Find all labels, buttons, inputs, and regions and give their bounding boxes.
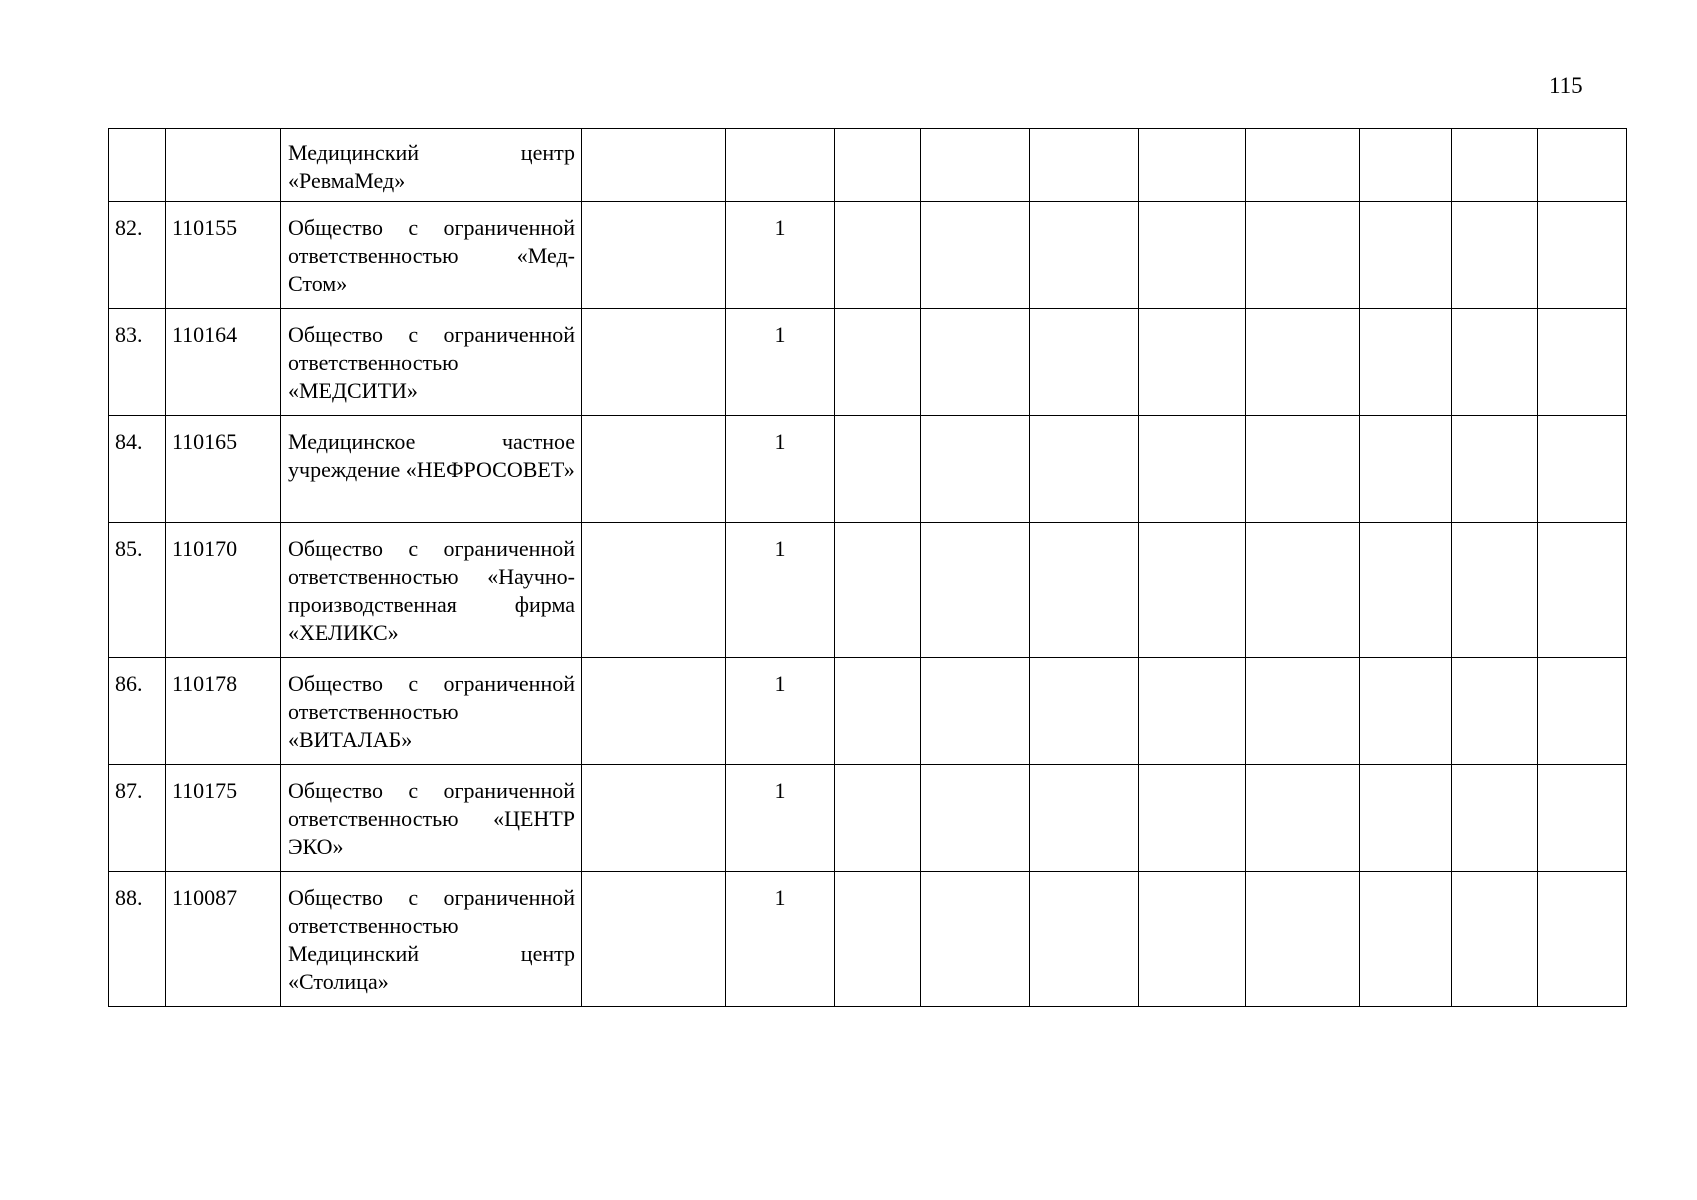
organization-name-cell: Общество с ограниченной ответственностью Медицинский центр «Столица»	[281, 872, 582, 1007]
empty-cell	[1246, 129, 1360, 202]
empty-cell	[1452, 658, 1538, 765]
row-number-cell	[109, 129, 166, 202]
empty-cell	[1452, 765, 1538, 872]
empty-cell	[1360, 765, 1452, 872]
empty-cell	[582, 202, 726, 309]
empty-cell	[835, 129, 921, 202]
empty-cell	[1030, 416, 1139, 523]
empty-cell	[921, 872, 1030, 1007]
table-row	[109, 202, 1627, 309]
empty-cell	[1360, 658, 1452, 765]
row-number-cell: 85.	[109, 523, 166, 658]
empty-cell	[1139, 202, 1246, 309]
row-number-cell: 84.	[109, 416, 166, 523]
empty-cell	[1139, 523, 1246, 658]
count-cell: 1	[726, 523, 835, 658]
row-number-cell: 88.	[109, 872, 166, 1007]
empty-cell	[1246, 416, 1360, 523]
organization-name-cell: Общество с ограниченной ответственностью «ЦЕНТР ЭКО»	[281, 765, 582, 872]
empty-cell	[1030, 202, 1139, 309]
row-number-cell: 83.	[109, 309, 166, 416]
empty-cell	[582, 309, 726, 416]
empty-cell	[1538, 202, 1627, 309]
row-number-cell: 82.	[109, 202, 166, 309]
empty-cell	[921, 765, 1030, 872]
organizations-table	[108, 128, 1627, 1007]
organization-name-cell: Общество с ограниченной ответственностью «МЕДСИТИ»	[281, 309, 582, 416]
empty-cell	[1538, 416, 1627, 523]
empty-cell	[835, 872, 921, 1007]
code-cell: 110155	[166, 202, 281, 309]
table-row	[109, 129, 1627, 202]
empty-cell	[1360, 129, 1452, 202]
empty-cell	[1139, 872, 1246, 1007]
empty-cell	[921, 523, 1030, 658]
empty-cell	[1538, 309, 1627, 416]
empty-cell	[1139, 129, 1246, 202]
empty-cell	[1246, 765, 1360, 872]
empty-cell	[1360, 202, 1452, 309]
empty-cell	[582, 872, 726, 1007]
empty-cell	[1030, 309, 1139, 416]
empty-cell	[1246, 658, 1360, 765]
code-cell: 110087	[166, 872, 281, 1007]
empty-cell	[582, 765, 726, 872]
row-number-cell: 86.	[109, 658, 166, 765]
count-cell: 1	[726, 202, 835, 309]
empty-cell	[1538, 765, 1627, 872]
table-row	[109, 416, 1627, 523]
empty-cell	[1360, 872, 1452, 1007]
organization-name-cell: Медицинское частное учреждение «НЕФРОСОВЕТ»	[281, 416, 582, 523]
count-cell: 1	[726, 765, 835, 872]
empty-cell	[835, 658, 921, 765]
empty-cell	[921, 129, 1030, 202]
empty-cell	[1246, 872, 1360, 1007]
empty-cell	[1030, 765, 1139, 872]
empty-cell	[582, 523, 726, 658]
empty-cell	[1139, 765, 1246, 872]
table-row	[109, 658, 1627, 765]
count-cell: 1	[726, 309, 835, 416]
empty-cell	[1452, 309, 1538, 416]
table-row	[109, 765, 1627, 872]
count-cell: 1	[726, 658, 835, 765]
code-cell: 110175	[166, 765, 281, 872]
empty-cell	[1030, 872, 1139, 1007]
empty-cell	[1360, 523, 1452, 658]
empty-cell	[835, 309, 921, 416]
code-cell: 110170	[166, 523, 281, 658]
empty-cell	[1538, 523, 1627, 658]
empty-cell	[1360, 309, 1452, 416]
empty-cell	[1139, 416, 1246, 523]
empty-cell	[921, 416, 1030, 523]
table-row	[109, 872, 1627, 1007]
empty-cell	[1452, 129, 1538, 202]
count-cell: 1	[726, 416, 835, 523]
code-cell: 110165	[166, 416, 281, 523]
empty-cell	[921, 202, 1030, 309]
empty-cell	[1452, 416, 1538, 523]
organization-name-cell: Общество с ограниченной ответственностью «ВИТАЛАБ»	[281, 658, 582, 765]
empty-cell	[582, 129, 726, 202]
organization-name-cell: Общество с ограниченной ответственностью «Мед-Стом»	[281, 202, 582, 309]
empty-cell	[1246, 202, 1360, 309]
empty-cell	[1360, 416, 1452, 523]
empty-cell	[1538, 658, 1627, 765]
empty-cell	[1246, 309, 1360, 416]
code-cell: 110164	[166, 309, 281, 416]
code-cell: 110178	[166, 658, 281, 765]
organization-name-cell: Медицинский центр «РевмаМед»	[281, 129, 582, 202]
count-cell	[726, 129, 835, 202]
empty-cell	[1030, 523, 1139, 658]
empty-cell	[1030, 658, 1139, 765]
empty-cell	[921, 658, 1030, 765]
empty-cell	[1538, 872, 1627, 1007]
count-cell: 1	[726, 872, 835, 1007]
empty-cell	[582, 416, 726, 523]
empty-cell	[1246, 523, 1360, 658]
page-number: 115	[1549, 73, 1583, 98]
empty-cell	[835, 523, 921, 658]
empty-cell	[1030, 129, 1139, 202]
table-row	[109, 523, 1627, 658]
row-number-cell: 87.	[109, 765, 166, 872]
empty-cell	[835, 416, 921, 523]
empty-cell	[582, 658, 726, 765]
empty-cell	[835, 202, 921, 309]
empty-cell	[1452, 202, 1538, 309]
empty-cell	[921, 309, 1030, 416]
empty-cell	[1538, 129, 1627, 202]
organization-name-cell: Общество с ограниченной ответственностью «Научно-производственная фирма «ХЕЛИКС»	[281, 523, 582, 658]
empty-cell	[1452, 872, 1538, 1007]
empty-cell	[1452, 523, 1538, 658]
code-cell	[166, 129, 281, 202]
empty-cell	[835, 765, 921, 872]
empty-cell	[1139, 658, 1246, 765]
table-row	[109, 309, 1627, 416]
empty-cell	[1139, 309, 1246, 416]
